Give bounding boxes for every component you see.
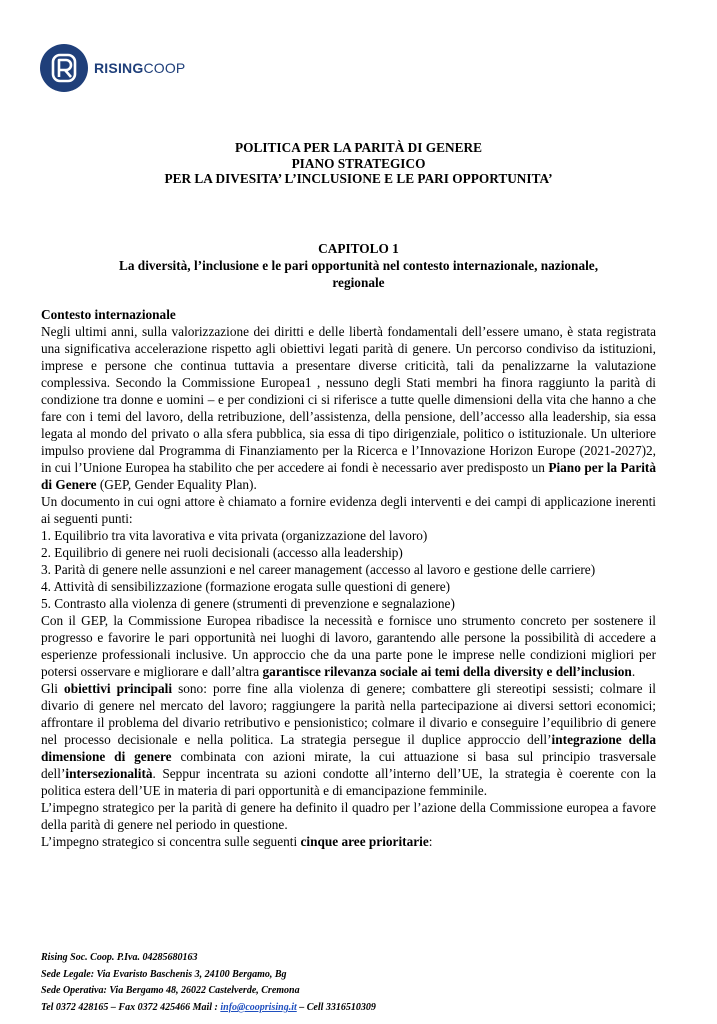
list-item: 3. Parità di genere nelle assunzioni e nel career management (accesso al lavoro e gestione delle carriere) <box>41 562 596 577</box>
paragraph-5: L’impegno strategico per la parità di genere ha definito il quadro per l’azione della Commissione europea a favore della parità di genere nel periodo in questione. <box>41 800 656 832</box>
chapter-number: CAPITOLO 1 <box>318 241 399 256</box>
list-item: 5. Contrasto alla violenza di genere (strumenti di prevenzione e segnalazione) <box>41 596 455 611</box>
risingcoop-logo-icon <box>40 44 88 92</box>
paragraph-1: Negli ultimi anni, sulla valorizzazione dei diritti e delle libertà fondamentali dell’essere umano, è stata registrata una significativa accelerazione rispetto agli obiettivi legati parità di genere. Un percorso condiviso da istituzioni, imprese e persone che continua tuttavia a presentare diverse criticità, tali da penalizzarne la valutazione complessiva. Secondo la Commissione Europea1 , nessuno degli Stati membri ha finora raggiunto la parità di condizione tra donne e uomini – e per condizioni ci si riferisce a tutte quelle dimensioni della vita che hanno a che fare con i temi del lavoro, della retribuzione, dell’assistenza, della pensione, dell’accesso alla leadership, sia essa legata al mondo del privato o alla sfera pubblica, sia essa di tipo dirigenziale, politico o istituzionale. Un ulteriore impulso proviene dal Programma di Finanziamento per la Ricerca e l’Innovazione Horizon Europe (2021-2027)2, in cui l’Unione Europea ha stabilito che per accedere ai fondi è necessario aver predisposto un Piano per la Parità di Genere (GEP, Gender Equality Plan). <box>41 324 656 492</box>
title-line-2: PIANO STRATEGICO <box>291 155 426 171</box>
email-link[interactable]: info@cooprising.it <box>220 1001 297 1013</box>
footer-legal-address: Sede Legale: Via Evaristo Baschenis 3, 24100 Bergamo, Bg <box>41 968 287 980</box>
section-heading: Contesto internazionale <box>41 307 176 322</box>
list-item: 1. Equilibrio tra vita lavorativa e vita privata (organizzazione del lavoro) <box>41 528 428 543</box>
footer-contacts: Tel 0372 428165 – Fax 0372 425466 Mail : info@cooprising.it – Cell 3316510309 <box>41 1001 376 1013</box>
footer-operative-address: Sede Operativa: Via Bergamo 48, 26022 Castelverde, Cremona <box>41 985 300 997</box>
footer-company: Rising Soc. Coop. P.Iva. 04285680163 <box>41 952 198 963</box>
paragraph-3: Con il GEP, la Commissione Europea ribadisce la necessità e fornisce uno strumento concreto per sostenere il progresso e favorire le pari opportunità nei luoghi di lavoro, garantendo alle persone la possibilità di accedere a esperienze professionali inclusive. Un approccio che da una parte pone le imprese nelle condizioni migliori per potersi osservare e migliorare e dall’altra garantisce rilevanza sociale ai temi della diversity e dell’inclusion. <box>41 613 656 679</box>
logo-wordmark: RISINGCOOP <box>94 60 186 76</box>
company-logo <box>40 44 185 92</box>
chapter-subtitle-line-1: La diversità, l’inclusione e le pari opportunità nel contesto internazionale, nazionale, <box>118 258 599 273</box>
page-footer <box>41 950 376 1016</box>
document-title <box>0 140 717 187</box>
chapter-heading <box>60 240 657 291</box>
paragraph-2: Un documento in cui ogni attore è chiamato a fornire evidenza degli interventi e dei campi di applicazione inerenti ai seguenti punti: <box>41 494 656 526</box>
paragraph-6: L’impegno strategico si concentra sulle seguenti cinque aree prioritarie: <box>41 834 433 849</box>
title-line-3: PER LA DIVESITA’ L’INCLUSIONE E LE PARI OPPORTUNITA’ <box>164 171 553 186</box>
list-item: 2. Equilibrio di genere nei ruoli decisionali (accesso alla leadership) <box>41 545 403 560</box>
chapter-subtitle-line-2: regionale <box>332 275 385 290</box>
document-body <box>41 306 656 850</box>
paragraph-4: Gli obiettivi principali sono: porre fine alla violenza di genere; combattere gli stereotipi sessisti; colmare il divario di genere nel mercato del lavoro; raggiungere la parità nella partecipazione ai diversi settori economici; affrontare il problema del divario retributivo e pensionistico; colmare il divario e conseguire l’equilibrio di genere nel processo decisionale e nella politica. La strategia persegue il duplice approccio dell’integrazione della dimensione di genere combinata con azioni mirate, la cui attuazione si basa sul principio trasversale dell’intersezionalità. Seppur incentrata su azioni condotte all’interno dell’UE, la strategia è coerente con la politica estera dell’UE in materia di pari opportunità e di emancipazione femminile. <box>41 681 657 798</box>
list-item: 4. Attività di sensibilizzazione (formazione erogata sulle questioni di genere) <box>41 579 451 594</box>
title-line-1: POLITICA PER LA PARITÀ DI GENERE <box>235 140 482 155</box>
